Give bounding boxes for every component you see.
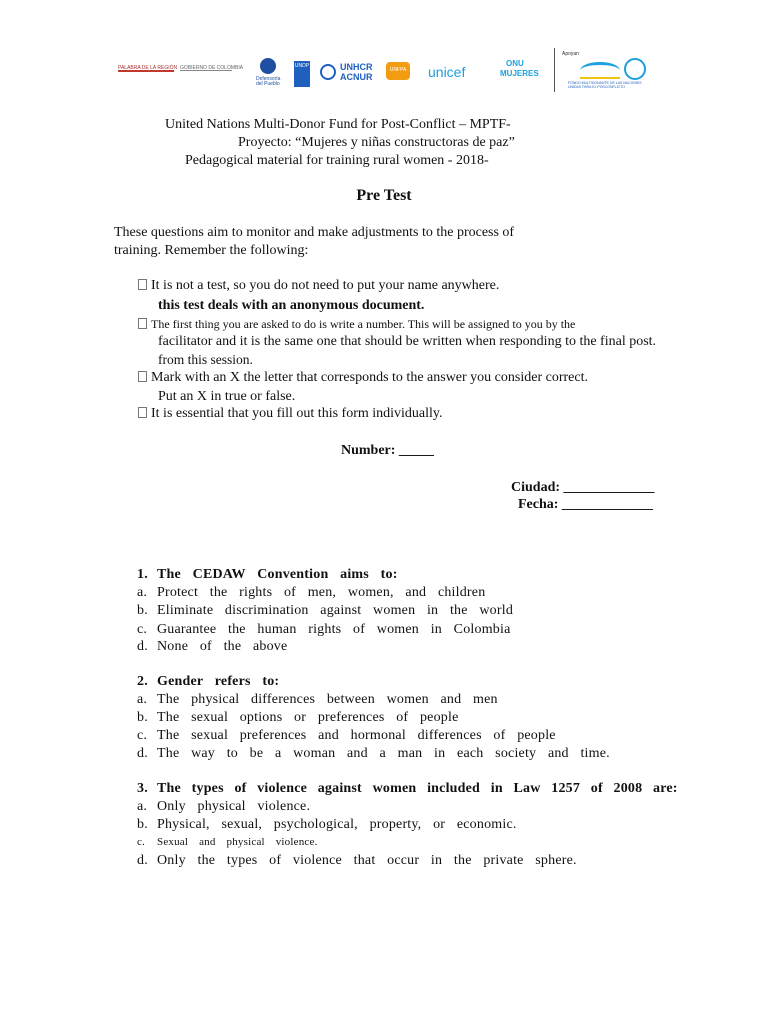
option-2d[interactable] (137, 746, 610, 762)
option-letter: a. (137, 799, 148, 814)
instruction-4 (138, 406, 443, 422)
onu-text: ONU (506, 59, 524, 68)
option-text: Sexual and physical violence. (157, 836, 318, 848)
logo-strip (110, 48, 670, 94)
instruction-4-text: It is essential that you fill out this form individually. (151, 406, 443, 421)
checkbox-icon (138, 279, 147, 290)
intro-line1: These questions aim to monitor and make adjustments to the process of (114, 225, 515, 240)
instruction-3b: Put an X in true or false. (158, 389, 296, 404)
logo-gov1-text: PALABRA DE LA REGIÓN (118, 65, 178, 71)
instruction-3-text: Mark with an X the letter that corresponds to the answer you consider correct. (151, 370, 588, 385)
option-2b[interactable] (137, 710, 459, 726)
unhcr-text: UNHCR (340, 62, 373, 72)
option-text: Guarantee the human rights of women in Colombia (157, 622, 511, 637)
option-text: The way to be a woman and a man in each society and time. (157, 746, 610, 761)
undp-logo: UNDP (294, 61, 310, 87)
option-text: Protect the rights of men, women, and children (157, 585, 486, 600)
question-text: The CEDAW Convention aims to: (157, 567, 398, 582)
defensoria-text: Defensoría del Pueblo (256, 76, 281, 87)
option-2a[interactable] (137, 692, 498, 708)
number-field[interactable]: Number: _____ (341, 443, 434, 458)
option-3d[interactable] (137, 853, 577, 869)
fecha-field[interactable]: Fecha: _____________ (518, 497, 653, 512)
un-emblem (624, 58, 646, 80)
fondo-text: FONDO MULTIDONANTE DE LAS NACIONES UNIDAS PARA EL POSCONFLICTO (568, 81, 642, 89)
option-letter: c. (137, 728, 148, 743)
question-3 (137, 781, 678, 797)
option-1d[interactable] (137, 639, 287, 655)
option-letter: c. (137, 622, 148, 637)
logo-gov1 (118, 70, 174, 78)
option-3c[interactable] (137, 836, 318, 848)
instruction-1 (138, 278, 499, 294)
unfpa-logo: UNFPA (386, 62, 410, 80)
question-number: 1. (137, 567, 148, 582)
defensoria-logo (260, 58, 276, 74)
intro-line2: training. Remember the following: (114, 243, 309, 258)
option-text: None of the above (157, 639, 288, 654)
option-text: Only physical violence. (157, 799, 311, 814)
logo-gov2 (180, 70, 232, 77)
mujeres-text: MUJERES (500, 69, 539, 78)
instruction-2b: facilitator and it is the same one that should be written when responding to the final post. (158, 334, 657, 349)
option-letter: d. (137, 853, 148, 868)
checkbox-icon (138, 318, 147, 329)
instruction-2-text: The first thing you are asked to do is write a number. This will be assigned to you by the (151, 317, 576, 331)
apoyan-text: Apoyan (562, 51, 579, 57)
question-number: 2. (137, 674, 148, 689)
option-letter: b. (137, 710, 148, 725)
unhcr-emblem (320, 64, 336, 80)
option-letter: a. (137, 585, 148, 600)
page-title: Pre Test (356, 187, 412, 204)
instruction-2 (138, 317, 575, 332)
logo-gov2-text: GOBIERNO DE COLOMBIA (180, 65, 244, 71)
option-letter: d. (137, 746, 148, 761)
option-letter: b. (137, 603, 148, 618)
option-text: Eliminate discrimination against women in the world (157, 603, 514, 618)
logo-divider (554, 48, 555, 92)
option-letter: d. (137, 639, 148, 654)
acnur-text: ACNUR (340, 72, 373, 82)
question-2 (137, 674, 279, 690)
checkbox-icon (138, 371, 147, 382)
checkbox-icon (138, 407, 147, 418)
fondo-emblem (580, 62, 620, 79)
option-letter: c. (137, 836, 146, 848)
header-line1: United Nations Multi-Donor Fund for Post-Conflict – MPTF- (165, 117, 511, 132)
option-2c[interactable] (137, 728, 556, 744)
instruction-1b: this test deals with an anonymous document. (158, 298, 425, 313)
instruction-3 (138, 370, 588, 386)
option-text: The sexual options or preferences of people (157, 710, 459, 725)
option-text: Only the types of violence that occur in the private sphere. (157, 853, 577, 868)
header-line3: Pedagogical material for training rural women - 2018- (185, 153, 489, 168)
instruction-2c: from this session. (158, 352, 253, 367)
header-line2: Proyecto: “Mujeres y niñas constructoras de paz” (238, 135, 515, 150)
unicef-logo: unicef (428, 64, 466, 80)
option-1c[interactable] (137, 622, 511, 638)
option-1a[interactable] (137, 585, 485, 601)
option-letter: b. (137, 817, 148, 832)
option-text: Physical, sexual, psychological, property, or economic. (157, 817, 517, 832)
option-text: The sexual preferences and hormonal differences of people (157, 728, 556, 743)
question-text: Gender refers to: (157, 674, 280, 689)
option-3a[interactable] (137, 799, 310, 815)
question-number: 3. (137, 781, 148, 796)
ciudad-field[interactable]: Ciudad: _____________ (511, 480, 655, 495)
option-letter: a. (137, 692, 148, 707)
question-text: The types of violence against women included in Law 1257 of 2008 are: (157, 781, 678, 796)
question-1 (137, 567, 398, 583)
instruction-1-text: It is not a test, so you do not need to put your name anywhere. (151, 278, 500, 293)
option-3b[interactable] (137, 817, 517, 833)
option-text: The physical differences between women and men (157, 692, 498, 707)
option-1b[interactable] (137, 603, 513, 619)
